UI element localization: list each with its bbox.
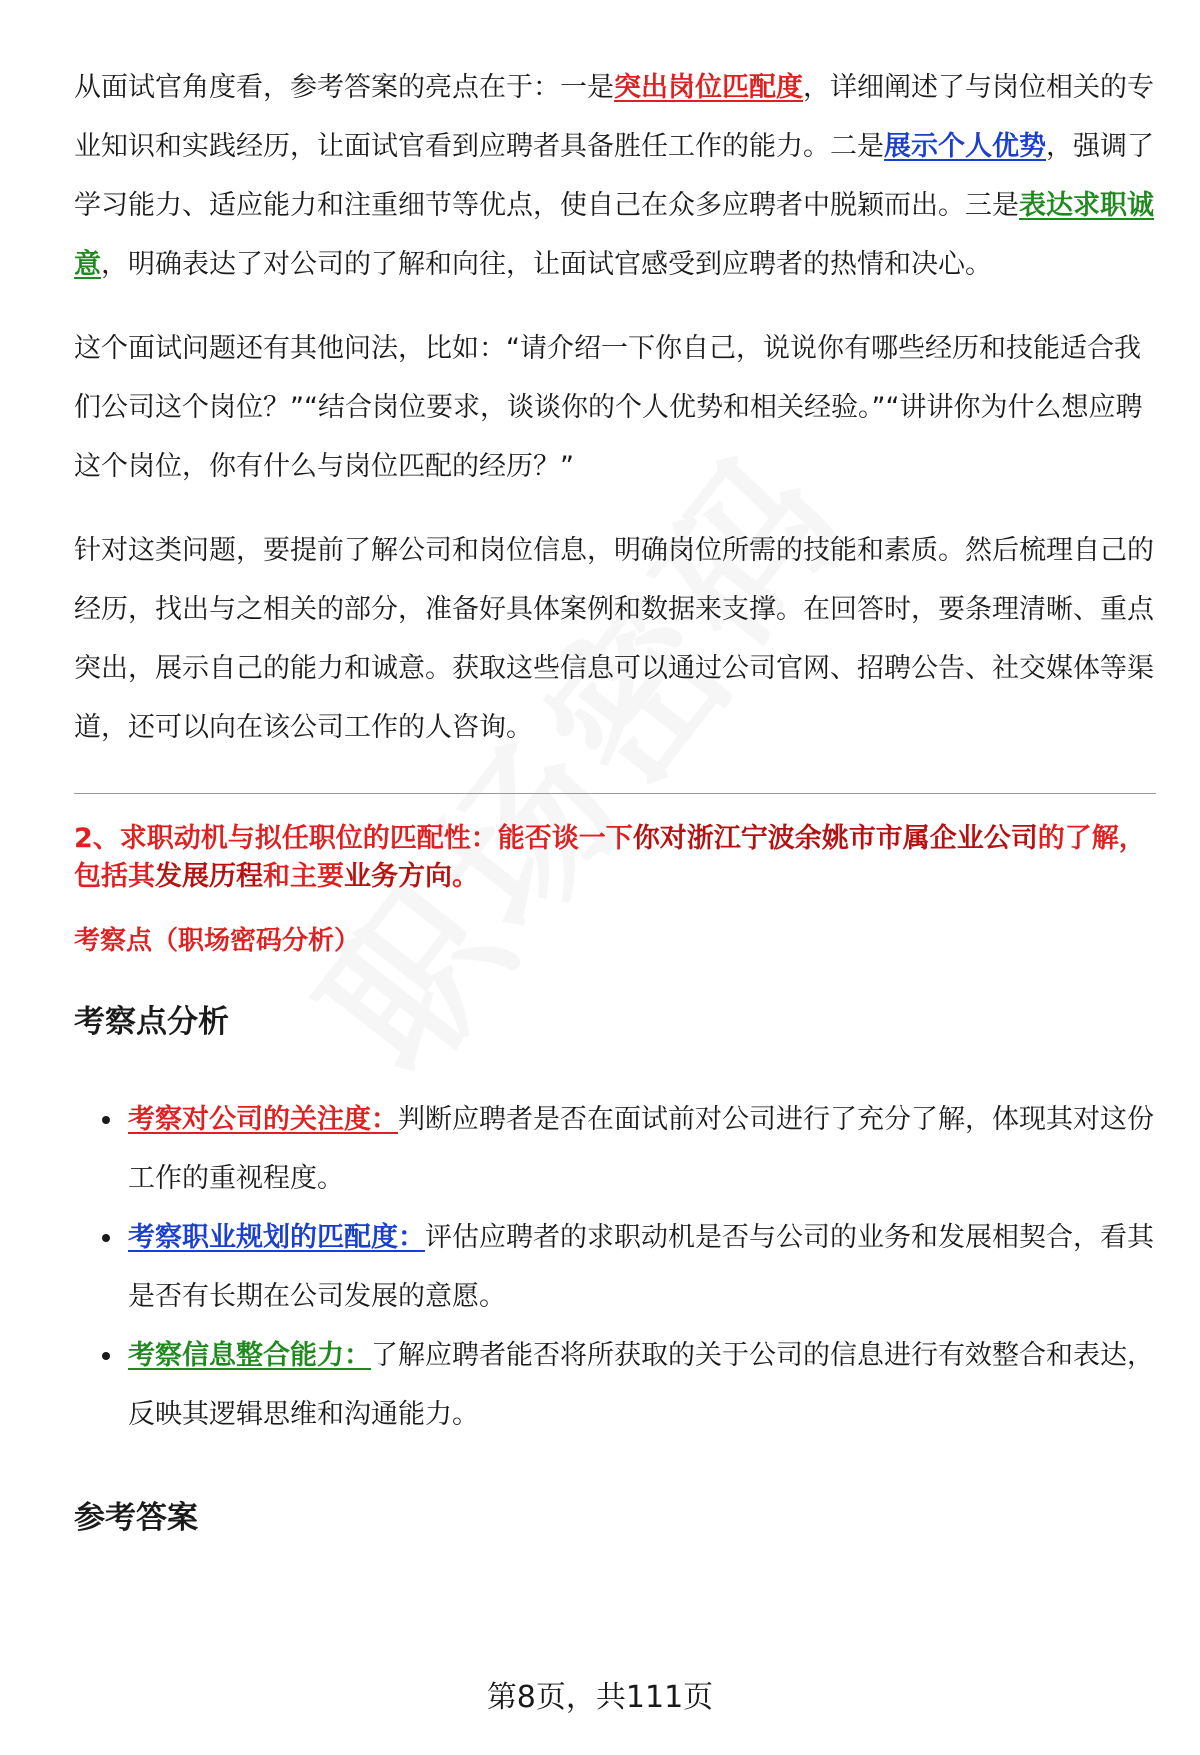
list-item (74, 1090, 1156, 1208)
list-item (74, 1208, 1156, 1326)
highlights-paragraph (74, 58, 1156, 294)
highlight-sincerity: 表达求职诚意 (74, 190, 1154, 280)
bullet-text: 评估应聘者的求职动机是否与公司的业务和发展相契合，看其是否有长期在公司发展的意愿。 (128, 1222, 1154, 1312)
bullet-label: 考察对公司的关注度： (128, 1104, 398, 1135)
page-number-footer: 第8页，共111页 (486, 1680, 714, 1715)
question-part: 和主要 (263, 861, 344, 892)
bullet-dot-icon (102, 1352, 110, 1360)
highlight-job-match: 突出岗位匹配度 (614, 72, 803, 103)
question-part: 发展历程 (155, 861, 263, 892)
highlight-personal-strength: 展示个人优势 (884, 131, 1046, 162)
question-part: 你对浙江宁波余姚市市属企业公司 (632, 823, 1038, 854)
analysis-heading: 考察点分析 (74, 1004, 229, 1040)
bullet-dot-icon (102, 1234, 110, 1242)
section-divider (74, 793, 1156, 794)
text-run: ，详细阐述了与岗位相关的专业知识和实践经历，让面试官看到应聘者具备胜任工作的能力。二是 (74, 72, 1154, 162)
question-title (74, 820, 1156, 896)
list-item (74, 1326, 1156, 1444)
alternative-questions-paragraph: 这个面试问题还有其他问法，比如：“请介绍一下你自己，说说你有哪些经历和技能适合我们公司这个岗位？”“结合岗位要求，谈谈你的个人优势和相关经验。”“讲讲你为什么想应聘这个岗位，你有什么与岗位匹配的经历？” (74, 333, 1143, 482)
question-part: 业务方向 (344, 861, 452, 892)
analysis-list (74, 1090, 1156, 1444)
text-run: ，强调了学习能力、适应能力和注重细节等优点，使自己在众多应聘者中脱颖而出。三是 (74, 131, 1154, 221)
answer-heading: 参考答案 (74, 1500, 198, 1536)
bullet-text: 了解应聘者能否将所获取的关于公司的信息进行有效整合和表达，反映其逻辑思维和沟通能力。 (128, 1340, 1154, 1430)
bullet-label: 考察信息整合能力： (128, 1340, 371, 1371)
text-run: 从面试官角度看，参考答案的亮点在于：一是 (74, 72, 614, 103)
question-part: 。 (452, 861, 479, 892)
question-part: 2、求职动机与拟任职位的匹配性：能否谈一下 (74, 823, 633, 854)
bullet-text: 判断应聘者是否在面试前对公司进行了充分了解，体现其对这份工作的重视程度。 (128, 1104, 1154, 1194)
text-run: ，明确表达了对公司的了解和向往，让面试官感受到应聘者的热情和决心。 (101, 249, 992, 280)
preparation-tips-paragraph: 针对这类问题，要提前了解公司和岗位信息，明确岗位所需的技能和素质。然后梳理自己的经历，找出与之相关的部分，准备好具体案例和数据来支撑。在回答时，要条理清晰、重点突出，展示自己的能力和诚意。获取这些信息可以通过公司官网、招聘公告、社交媒体等渠道，还可以向在该公司工作的人咨询。 (74, 535, 1154, 743)
bullet-dot-icon (102, 1116, 110, 1124)
assessment-subheading: 考察点（职场密码分析） (74, 926, 361, 956)
question-part: 的了解，包括其 (74, 823, 1146, 892)
bullet-label: 考察职业规划的匹配度： (128, 1222, 425, 1253)
document-page (74, 58, 1156, 1540)
